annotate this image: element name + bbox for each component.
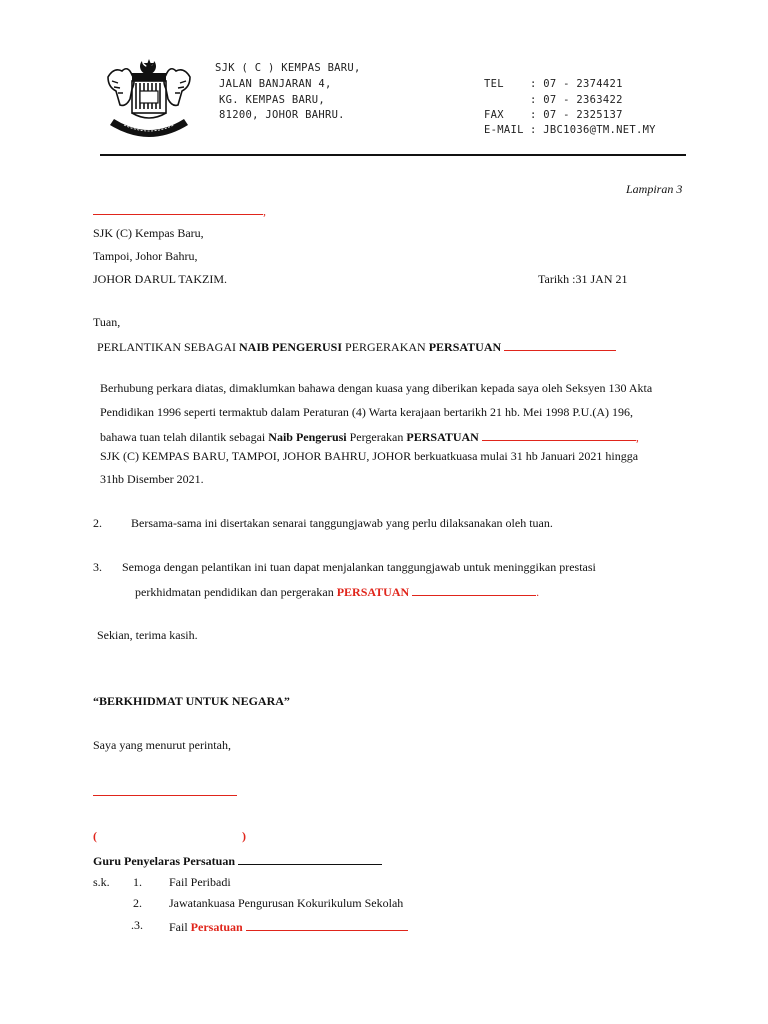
coordinator-label: Guru Penyelaras Persatuan [93, 854, 235, 868]
cc-item-text: Fail [169, 920, 191, 934]
cc-item-number: 2. [133, 896, 142, 910]
contact-fax-value: : 07 - 2325137 [530, 109, 623, 121]
para1-line: 31hb Disember 2021. [100, 472, 204, 486]
subject-blank [504, 338, 616, 351]
para3-line [135, 583, 539, 600]
para1-line: SJK (C) KEMPAS BARU, TAMPOI, JOHOR BAHRU, JOHOR berkuatkuasa mulai 31 hb Januari 2021 hingga [100, 449, 639, 463]
subject-line [97, 338, 616, 355]
para3-text: perkhidmatan pendidikan dan pergerakan [135, 585, 337, 599]
signature-paren-close: ) [242, 829, 246, 843]
contact-email-label: E-MAIL [484, 124, 524, 136]
recipient-name-line [93, 202, 266, 219]
contact-tel-value: : 07 - 2374421 [530, 78, 623, 90]
coordinator-blank [238, 852, 382, 865]
salutation: Tuan, [93, 315, 121, 329]
cc-item-line [169, 918, 408, 935]
coat-of-arms-icon [100, 55, 198, 137]
para3-number: 3. [93, 560, 102, 574]
subject-text: PERLANTIKAN SEBAGAI [97, 340, 239, 354]
recipient-address-line: SJK (C) Kempas Baru, [93, 226, 204, 240]
cc-label: s.k. [93, 875, 110, 889]
attachment-label: Lampiran 3 [626, 182, 683, 196]
para1-comma: , [635, 430, 639, 444]
cc-item-text: Fail Peribadi [169, 875, 231, 889]
recipient-address-line: JOHOR DARUL TAKZIM. [93, 272, 228, 286]
contact-email-value: : JBC1036@TM.NET.MY [530, 124, 656, 136]
signature-line [93, 795, 237, 796]
cc-item-number: 1. [133, 875, 142, 889]
cc-item-persatuan: Persatuan [190, 920, 243, 934]
school-address-line: KG. KEMPAS BARU, [219, 94, 325, 106]
school-address-line: 81200, JOHOR BAHRU. [219, 109, 345, 121]
contact-tel-label: TEL [484, 78, 504, 90]
para3-line: Semoga dengan pelantikan ini tuan dapat menjalankan tanggungjawab untuk meninggikan prestasi [122, 560, 596, 574]
para1-line: Berhubung perkara diatas, dimaklumkan bahawa dengan kuasa yang diberikan kepada saya oleh Seksyen 130 Akta [100, 381, 653, 395]
contact-fax-label: FAX [484, 109, 504, 121]
contact-tel2-value: : 07 - 2363422 [530, 94, 623, 106]
cc-item-blank [246, 918, 408, 931]
para3-period: . [536, 585, 540, 599]
cc-item-number: .3. [131, 918, 143, 932]
subject-text: PERGERAKAN [342, 340, 429, 354]
obedient-line: Saya yang menurut perintah, [93, 738, 231, 752]
school-address-line: JALAN BANJARAN 4, [219, 78, 332, 90]
para1-line [100, 428, 639, 445]
coordinator-line [93, 852, 382, 869]
school-address-line: SJK ( C ) KEMPAS BARU, [215, 62, 361, 74]
header-divider [100, 154, 686, 156]
para2-text: Bersama-sama ini disertakan senarai tanggungjawab yang perlu dilaksanakan oleh tuan. [131, 516, 553, 530]
para3-blank [412, 583, 536, 596]
para1-text: Pergerakan [346, 430, 407, 444]
motto: “BERKHIDMAT UNTUK NEGARA” [93, 694, 290, 708]
cc-item-text: Jawatankuasa Pengurusan Kokurikulum Sekolah [169, 896, 404, 910]
para2-number: 2. [93, 516, 102, 530]
para1-line: Pendidikan 1996 seperti termaktub dalam Peraturan (4) Warta kerajaan bertarikh 21 hb. Mei 1998 P.U.(A) 196, [100, 405, 633, 419]
para1-blank [482, 428, 636, 441]
para1-text: bahawa tuan telah dilantik sebagai [100, 430, 269, 444]
signature-paren-open: ( [93, 829, 97, 843]
letter-date: Tarikh :31 JAN 21 [538, 272, 628, 286]
subject-bold: NAIB PENGERUSI [239, 340, 343, 354]
para1-bold: PERSATUAN [406, 430, 479, 444]
para1-bold: Naib Pengerusi [268, 430, 347, 444]
closing: Sekian, terima kasih. [97, 628, 198, 642]
recipient-name-comma: , [263, 204, 266, 218]
recipient-address-line: Tampoi, Johor Bahru, [93, 249, 198, 263]
subject-bold: PERSATUAN [428, 340, 502, 354]
para3-persatuan: PERSATUAN [336, 585, 410, 599]
